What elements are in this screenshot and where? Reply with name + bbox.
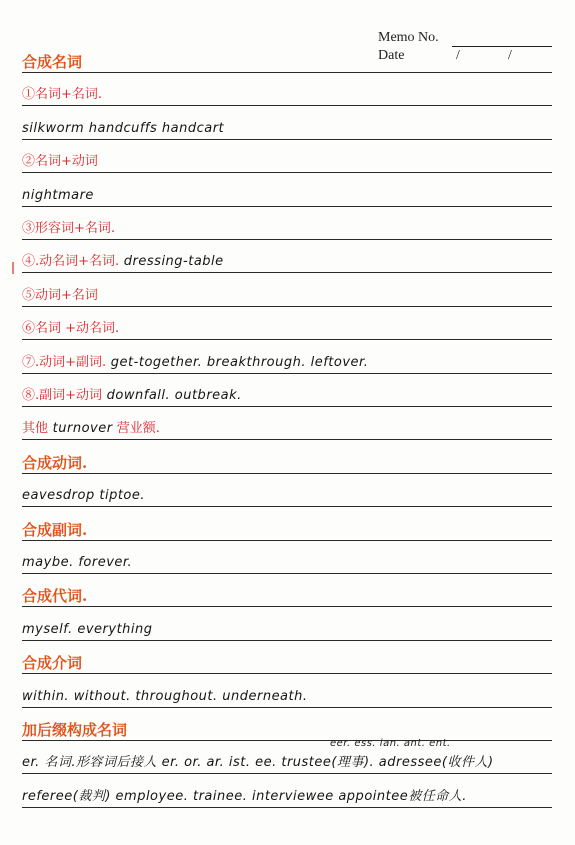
- note-line: [22, 354, 550, 372]
- note-text: ④.动名词+名词.: [22, 254, 120, 269]
- note-text: 合成名词: [22, 53, 83, 71]
- note-text: ⑥名词 +动名词.: [22, 321, 120, 336]
- note-line: [22, 53, 550, 73]
- note-example-text: turnover: [48, 421, 113, 436]
- note-text: 加后缀构成名词: [22, 721, 128, 739]
- ruled-line: [22, 373, 552, 374]
- note-line: [22, 86, 550, 104]
- ruled-line: [22, 172, 552, 173]
- ruled-line: [22, 306, 552, 307]
- note-text: nightmare: [22, 188, 94, 203]
- ruled-line: [22, 239, 552, 240]
- note-line: [22, 220, 550, 238]
- note-line: [22, 120, 550, 138]
- ruled-line: [22, 406, 552, 407]
- note-text: within. without. throughout. underneath.: [22, 689, 308, 704]
- note-line: [22, 587, 550, 607]
- note-line: [22, 253, 550, 271]
- note-line: [22, 454, 550, 474]
- note-text: maybe. forever.: [22, 555, 133, 570]
- memo-no-blank: [452, 46, 552, 47]
- note-line: [22, 721, 550, 741]
- ruled-line: [22, 807, 552, 808]
- note-line: [22, 420, 550, 438]
- date-slash-1: /: [456, 48, 460, 63]
- note-example-text: get-together. breakthrough. leftover.: [106, 355, 369, 370]
- date-slash-2: /: [508, 48, 512, 63]
- ruled-line: [22, 573, 552, 574]
- note-line: [22, 688, 550, 706]
- ruled-line: [22, 339, 552, 340]
- note-text: silkworm handcuffs handcart: [22, 121, 225, 136]
- note-text: myself. everything: [22, 622, 153, 637]
- ruled-line: [22, 206, 552, 207]
- note-text: ⑦.动词+副词.: [22, 355, 107, 370]
- note-line: [22, 320, 550, 338]
- note-text: referee(裁判) employee. trainee. interviewee appointee被任命人.: [22, 789, 467, 804]
- note-line: [22, 187, 550, 205]
- note-example-text: downfall. outbreak.: [102, 388, 242, 403]
- note-text: 其他: [22, 421, 49, 436]
- note-line: [22, 554, 550, 572]
- ruled-line: [22, 139, 552, 140]
- note-gloss-text: 营业额.: [112, 421, 160, 436]
- note-text: eavesdrop tiptoe.: [22, 488, 146, 503]
- note-line: [22, 754, 550, 772]
- note-line: [22, 654, 550, 674]
- note-text: ⑧.副词+动词: [22, 388, 103, 403]
- note-line: [22, 387, 550, 405]
- note-line: [22, 788, 550, 806]
- suffix-superscript-note: eer. ess. ian. ant. ent.: [330, 738, 451, 749]
- ruled-line: [22, 506, 552, 507]
- margin-mark: [12, 262, 14, 274]
- note-text: er. 名词.形容词后接人 er. or. ar. ist. ee. trustee(理事). adressee(收件人): [22, 755, 494, 770]
- note-text: ②名词+动词: [22, 154, 98, 169]
- note-text: 合成介词: [22, 654, 83, 672]
- ruled-line: [22, 439, 552, 440]
- note-text: ③形容词+名词.: [22, 221, 116, 236]
- note-example-text: dressing-table: [119, 254, 224, 269]
- ruled-line: [22, 640, 552, 641]
- ruled-line: [22, 773, 552, 774]
- date-label: Date: [378, 48, 405, 63]
- note-line: [22, 487, 550, 505]
- note-line: [22, 521, 550, 541]
- note-text: 合成动词.: [22, 454, 88, 472]
- note-text: ①名词+名词.: [22, 87, 103, 102]
- ruled-line: [22, 105, 552, 106]
- note-text: ⑤动词+名词: [22, 288, 98, 303]
- note-line: [22, 621, 550, 639]
- ruled-line: [22, 272, 552, 273]
- note-line: [22, 287, 550, 305]
- note-text: 合成副词.: [22, 521, 88, 539]
- memo-no-label: Memo No.: [378, 30, 439, 45]
- note-line: [22, 153, 550, 171]
- ruled-line: [22, 707, 552, 708]
- note-text: 合成代词.: [22, 587, 88, 605]
